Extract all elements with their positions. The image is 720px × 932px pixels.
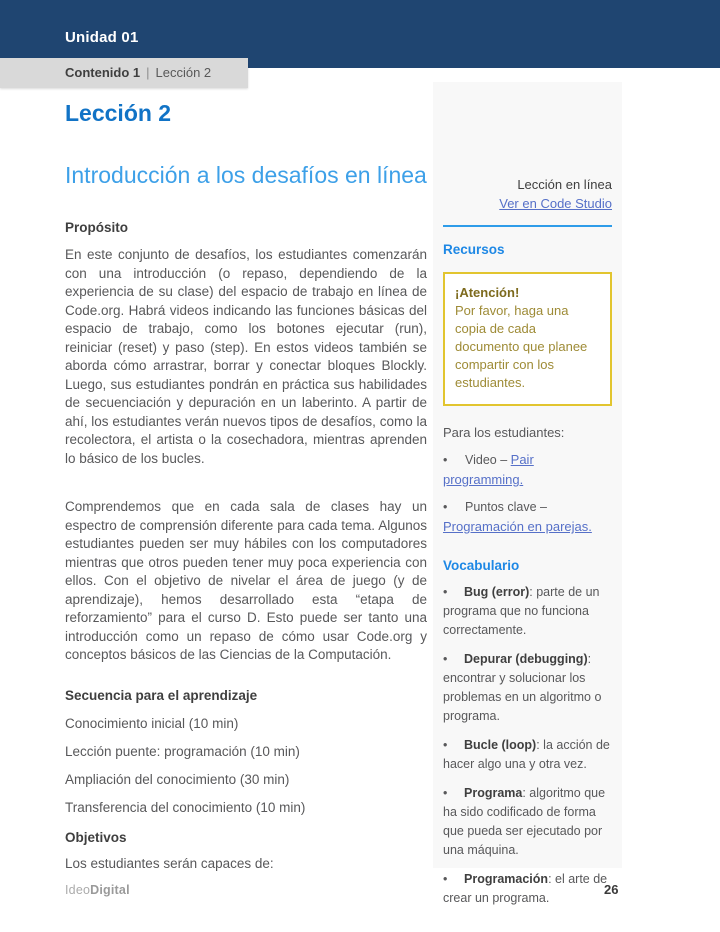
sequence-item: Transferencia del conocimiento (10 min) [65, 799, 306, 815]
vocab-definition: : la acción de hacer algo una y otra vez. [443, 738, 610, 771]
vocabulary-item [443, 784, 612, 860]
purpose-paragraph-2: Comprendemos que en cada sala de clases hay un espectro de comprensión diferente para cada tema. Algunos estudiantes pueden ser muy hábiles con los computadores mientras que otros pueden tener muy poca experiencia con ellos. Con el objetivo de nivelar el área de juego (y de aprendizaje), hemos desarrollado esta “etapa de reforzamiento” para el curso D. Esto puede ser tanto una introducción como un repaso de cómo usar Code.org y conceptos básicos de las Ciencias de la Computación. [65, 499, 427, 662]
vocab-term: Programa [464, 786, 523, 800]
sidebar-divider [443, 225, 612, 227]
vocabulary-item [443, 870, 612, 908]
vocabulary-item [443, 736, 612, 774]
page-number: 26 [604, 882, 619, 897]
bullet-icon: • [443, 652, 448, 666]
vocab-definition: : el arte de crear un programa. [443, 872, 608, 905]
lesson-number-heading: Lección 2 [65, 100, 172, 126]
brand-regular: Ideo [65, 883, 91, 897]
pair-programming-video-link[interactable]: Pair programming. [443, 452, 534, 487]
sequence-heading: Secuencia para el aprendizaje [65, 687, 258, 703]
breadcrumb-lesson: Lección 2 [155, 65, 212, 80]
vocab-term: Bucle (loop) [464, 738, 537, 752]
vocabulary-item [443, 650, 612, 726]
online-lesson-label: Lección en línea [517, 177, 612, 192]
purpose-paragraph-1: En este conjunto de desafíos, los estudiantes comenzarán con una introducción (o repaso, dependiendo de la experiencia de su clase) del espacio de trabajo en línea de Code.org. Habrá videos indicando las funciones básicas del espacio de trabajo, como los botones ejecutar (run), reiniciar (reset) y paso (step). En estos videos también se aborda cómo arrastrar, borrar y conectar bloques Blockly. Luego, sus estudiantes pondrán en práctica sus habilidades de secuenciación y depuración en un laberinto. A partir de ahí, los estudiantes verán nuevos tipos de desafíos, como la recolectora, el artista o la cosechadora, mientras aprenden lo básico de los bucles. [65, 247, 427, 466]
student-resource-item [443, 450, 612, 490]
purpose-heading: Propósito [65, 220, 128, 235]
sequence-item: Lección puente: programación (10 min) [65, 743, 300, 759]
unit-label: Unidad 01 [65, 29, 139, 46]
bullet-icon: • [443, 585, 448, 599]
bullet-icon: • [443, 872, 448, 886]
breadcrumb [0, 58, 248, 88]
sequence-item: Ampliación del conocimiento (30 min) [65, 771, 290, 787]
vocab-term: Bug (error) [464, 585, 530, 599]
breadcrumb-content: Contenido 1 [65, 65, 141, 80]
students-heading: Para los estudiantes: [443, 425, 565, 440]
vocab-definition: : encontrar y solucionar los problemas en un algoritmo o programa. [443, 652, 602, 723]
student-item-prefix: Video – [465, 453, 511, 467]
objectives-heading: Objetivos [65, 829, 127, 845]
footer-brand [65, 883, 130, 897]
vocab-definition: : algoritmo que ha sido codificado de forma que pueda ser ejecutado por una máquina. [443, 786, 606, 857]
resources-heading: Recursos [443, 242, 505, 257]
online-lesson-block [443, 175, 612, 213]
vocabulary-item [443, 583, 612, 640]
lesson-title: Introducción a los desafíos en línea [65, 162, 427, 188]
bullet-icon: • [443, 738, 448, 752]
objectives-intro: Los estudiantes serán capaces de: [65, 855, 274, 871]
bullet-icon: • [443, 786, 448, 800]
code-studio-link[interactable]: Ver en Code Studio [499, 196, 612, 211]
student-item-prefix: Puntos clave – [465, 500, 547, 514]
attention-body: Por favor, haga una copia de cada documento que planee compartir con los estudiantes. [455, 303, 588, 390]
breadcrumb-separator: | [146, 65, 150, 80]
vocab-term: Depurar (debugging) [464, 652, 588, 666]
sequence-item: Conocimiento inicial (10 min) [65, 715, 239, 731]
bullet-icon: • [443, 500, 448, 514]
attention-title: ¡Atención! [455, 285, 520, 300]
brand-bold: Digital [90, 883, 130, 897]
vocab-definition: : parte de un programa que no funciona correctamente. [443, 585, 600, 637]
attention-box [443, 272, 612, 406]
vocab-term: Programación [464, 872, 549, 886]
pair-programming-keypoints-link[interactable]: Programación en parejas. [443, 519, 592, 534]
bullet-icon: • [443, 453, 448, 467]
vocabulary-heading: Vocabulario [443, 558, 520, 573]
student-resource-item [443, 498, 612, 537]
main-content [65, 100, 427, 871]
